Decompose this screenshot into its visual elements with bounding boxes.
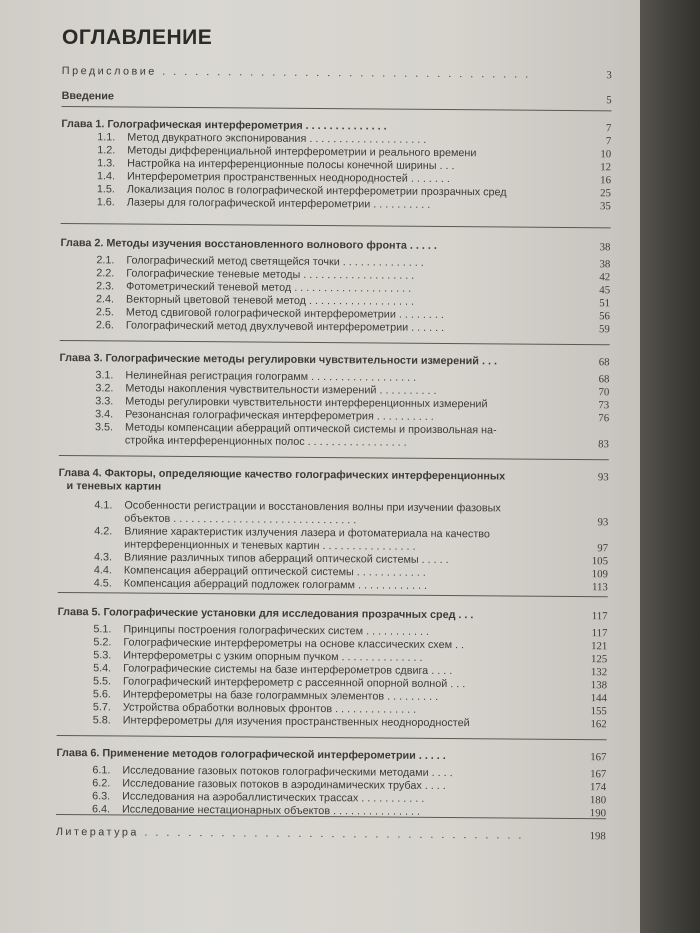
toc-entry-title: Литература . . . . . . . . . . . . . . . . . . . . . . . . . . . . . . . . . . .	[55, 825, 524, 842]
toc-page-number: 167	[590, 768, 607, 781]
toc-entry-title: Метод сдвиговой голографической интерферометрии . . . . . . . .	[125, 306, 444, 322]
toc-entry-number: 4.3.	[93, 551, 113, 564]
toc-entry-title: Голографические интерферометры на основе классических схем . .	[123, 636, 465, 652]
toc-page-number: 35	[599, 200, 611, 213]
toc-entry-number: 3.3.	[95, 395, 114, 408]
toc-entry-number: 2.5.	[95, 306, 115, 319]
toc-page-number: 162	[590, 718, 607, 731]
toc-entry-title: Исследование газовых потоков голографическими методами . . . .	[122, 764, 453, 780]
toc-page-number: 174	[589, 781, 607, 794]
toc-entry	[56, 826, 606, 843]
toc-entry-title: Методы дифференциальной интерферометрии и реального времени	[127, 144, 477, 160]
toc-page-number: 132	[590, 666, 608, 679]
toc-entry-number: 1.5.	[96, 183, 115, 196]
toc-entry-title: Влияние характеристик излучения лазера и фотоматериала на качество	[124, 525, 490, 541]
toc-page-number: 83	[598, 438, 609, 451]
toc-entry-title: Принципы построения голографических систем . . . . . . . . . . .	[123, 623, 430, 638]
toc-page-number: 76	[598, 412, 610, 425]
toc-entry-number: 1.4.	[96, 170, 116, 183]
table-of-contents	[55, 50, 612, 843]
toc-entry-title: объектов . . . . . . . . . . . . . . . . . . . . . . . . . . . . . . .	[124, 512, 357, 527]
toc-page-number: 73	[598, 399, 610, 412]
toc-entry-title: Голографический интерферометр с рассеянной опорной волной . . .	[122, 675, 466, 691]
toc-entry-number: 5.5.	[92, 675, 112, 688]
toc-entry-number: 2.1.	[96, 254, 115, 267]
toc-entry-number: 1.6.	[96, 196, 115, 209]
toc-entry-title: Методы компенсации аберраций оптической системы и произвольная на-	[124, 421, 497, 437]
toc-entry-number: 4.5.	[93, 577, 112, 590]
toc-entry-title: Методы накопления чувствительности измерений . . . . . . . . . .	[125, 382, 437, 397]
page-title: ОГЛАВЛЕНИЕ	[62, 26, 213, 49]
toc-page-number: 59	[598, 323, 610, 336]
toc-page-number: 7	[605, 122, 612, 135]
toc-entry-number: 5.6.	[92, 688, 112, 701]
toc-entry-number: 4.4.	[93, 564, 112, 577]
toc-entry-title: стройка интерференционных полос . . . . . . . . . . . . . . . . .	[124, 434, 407, 449]
toc-entry-number: 3.4.	[95, 408, 114, 421]
toc-chapter	[58, 606, 608, 623]
toc-entry-title: Лазеры для голографической интерферометрии . . . . . . . . . .	[126, 196, 431, 211]
toc-page-number: 42	[599, 271, 611, 284]
toc-entry-title: Влияние различных типов аберраций оптической системы . . . . .	[123, 551, 449, 567]
toc-page-number: 180	[589, 794, 607, 807]
toc-entry-title: Глава 4. Факторы, определяющие качество голографических интерференционных	[58, 466, 506, 483]
toc-entry-number: 4.1.	[94, 499, 113, 512]
toc-entry-title: Исследование газовых потоков в аэродинамических трубах . . . .	[122, 777, 446, 793]
toc-entry-number: 2.4.	[95, 293, 115, 306]
toc-page-number: 105	[591, 555, 609, 568]
toc-page-number: 16	[600, 174, 612, 187]
toc-chapter	[56, 747, 606, 764]
toc-entry-title: Голографический метод двухлучевой интерферометрии . . . . . .	[125, 319, 445, 335]
toc-entry-title: Методы регулировки чувствительности интерференционных измерений	[125, 395, 488, 411]
toc-entry-title: Нелинейная регистрация голограмм . . . . . . . . . . . . . . . . . .	[125, 369, 417, 384]
toc-page-number: 56	[599, 310, 610, 323]
toc-page-number: 7	[605, 135, 612, 148]
toc-page-number: 10	[600, 148, 612, 161]
toc-page-number: 93	[597, 516, 609, 529]
toc-entry-title: Глава 5. Голографические установки для исследования прозрачных сред . . .	[57, 605, 474, 622]
toc-page-number: 198	[589, 830, 606, 843]
toc-page-number: 45	[599, 284, 611, 297]
toc-entry-title: Интерферометры на базе голограммных элементов . . . . . . . . .	[122, 688, 439, 703]
toc-page-number: 138	[590, 679, 608, 692]
toc-entry-number: 1.3.	[97, 157, 116, 170]
toc-page-number: 51	[599, 297, 611, 310]
toc-entry-title: Особенности регистрации и восстановления волны при изучении фазовых	[124, 499, 501, 515]
section-divider	[60, 340, 610, 345]
toc-page-number: 144	[590, 692, 607, 705]
toc-page-number: 117	[591, 610, 608, 623]
toc-entry-title: Исследование нестационарных объектов . . . . . . . . . . . . . . .	[121, 803, 421, 818]
toc-entry-number: 2.3.	[96, 280, 115, 293]
toc-entry-title: Устройства обработки волновых фронтов . . . . . . . . . . . . . .	[122, 701, 417, 716]
toc-entry-title: Голографические системы на базе интерферометров сдвига . . . .	[123, 662, 453, 678]
toc-entry-title: интерференционных и теневых картин . . . . . . . . . . . . . . . .	[124, 538, 416, 553]
toc-entry-title: Фотометрический теневой метод . . . . . . . . . . . . . . . . . . . .	[126, 280, 412, 295]
toc-page-number: 38	[599, 258, 611, 271]
toc-chapter	[60, 352, 610, 369]
toc-entry-number: 5.2.	[93, 636, 112, 649]
toc-page-number: 155	[590, 705, 607, 718]
toc-page-number: 117	[591, 627, 608, 640]
toc-entry-number: 1.1.	[97, 131, 116, 144]
toc-entry-title: Локализация полос в голографической интерферометрии прозрачных сред	[126, 183, 507, 199]
toc-entry-title: и теневых картин	[66, 480, 162, 493]
book-edge-shadow	[640, 0, 700, 933]
toc-entry-number: 6.3.	[92, 790, 111, 803]
toc-page-number: 12	[600, 161, 612, 174]
toc-entry-number: 3.1.	[95, 369, 114, 382]
section-divider	[57, 735, 607, 740]
toc-entry-title: Голографический метод светящейся точки . . . . . . . . . . . . . .	[126, 254, 424, 269]
section-divider	[59, 455, 609, 460]
toc-entry-number: 1.2.	[97, 144, 116, 157]
toc-entry-number: 5.4.	[93, 662, 112, 675]
toc-entry-title: Глава 3. Голографические методы регулировки чувствительности измерений . . .	[59, 351, 498, 368]
toc-entry-title: Глава 1. Голографическая интерферометрия . . . . . . . . . . . . . .	[61, 117, 387, 133]
toc-page-number: 3	[606, 69, 612, 82]
toc-entry-number: 3.5.	[94, 421, 114, 434]
toc-entry-title: Голографические теневые методы . . . . . . . . . . . . . . . . . . .	[126, 267, 415, 282]
toc-entry-number: 5.8.	[92, 714, 111, 727]
toc-entry-number: 6.2.	[92, 777, 111, 790]
toc-entry-number: 6.4.	[91, 803, 111, 816]
toc-entry-title: Метод двукратного экспонирования . . . . . . . . . . . . . . . . . . . .	[127, 131, 427, 146]
toc-page-number: 167	[590, 751, 607, 764]
toc-entry-title: Введение	[61, 89, 115, 103]
toc-page-number: 70	[598, 386, 610, 399]
toc-entry-number: 5.3.	[93, 649, 112, 662]
toc-entry-title: Предисловие . . . . . . . . . . . . . . . . . . . . . . . . . . . . . . . . . .	[61, 64, 531, 81]
toc-page-number: 5	[606, 94, 612, 107]
toc-page-number: 113	[591, 581, 608, 594]
toc-page-number: 68	[598, 373, 610, 386]
toc-page-number: 97	[597, 542, 609, 555]
toc-entry-title: Векторный цветовой теневой метод . . . . . . . . . . . . . . . . . .	[125, 293, 415, 308]
toc-entry-title: Интерферометры с узким опорным пучком . . . . . . . . . . . . . .	[123, 649, 423, 664]
section-divider	[61, 223, 611, 228]
toc-page-number: 125	[590, 653, 608, 666]
toc-page-number: 190	[589, 807, 607, 820]
toc-entry-number: 5.7.	[92, 701, 111, 714]
toc-entry-title: Компенсация аберраций оптической системы . . . . . . . . . . . .	[123, 564, 426, 579]
section-divider	[62, 106, 612, 111]
toc-entry-number: 2.6.	[95, 319, 114, 332]
toc-entry-title: Настройка на интерференционные полосы конечной ширины . . .	[127, 157, 455, 173]
toc-chapter	[62, 90, 612, 107]
toc-page-number: 25	[600, 187, 611, 200]
toc-entry-number: 6.1.	[92, 764, 111, 777]
toc-page-number: 68	[598, 356, 610, 369]
toc-entry-title: Компенсация аберраций подложек голограмм . . . . . . . . . . . .	[123, 577, 428, 592]
toc-entry-title: Исследования на аэробаллистических трассах . . . . . . . . . . .	[122, 790, 425, 805]
toc-entry-title: Глава 6. Применение методов голографической интерферометрии . . . . .	[56, 746, 446, 763]
toc-entry-number: 2.2.	[96, 267, 115, 280]
toc-entry-number: 4.2.	[94, 525, 113, 538]
toc-page-number: 109	[591, 568, 608, 581]
toc-page-number: 38	[599, 241, 611, 254]
toc-chapter	[60, 237, 610, 254]
toc-page-number: 93	[597, 471, 609, 484]
toc-entry-title: Интерферометрия пространственных неоднородностей . . . . . . .	[126, 170, 450, 186]
toc-entry	[62, 65, 612, 82]
toc-entry-number: 3.2.	[95, 382, 114, 395]
toc-page-number: 121	[591, 640, 608, 653]
toc-entry-number: 5.1.	[93, 623, 112, 636]
toc-entry-title: Глава 2. Методы изучения восстановленного волнового фронта . . . . .	[60, 236, 437, 252]
toc-entry-title: Интерферометры для изучения пространственных неоднородностей	[122, 714, 470, 730]
toc-entry-title: Резонансная голографическая интерферометрия . . . . . . . . . .	[125, 408, 434, 423]
